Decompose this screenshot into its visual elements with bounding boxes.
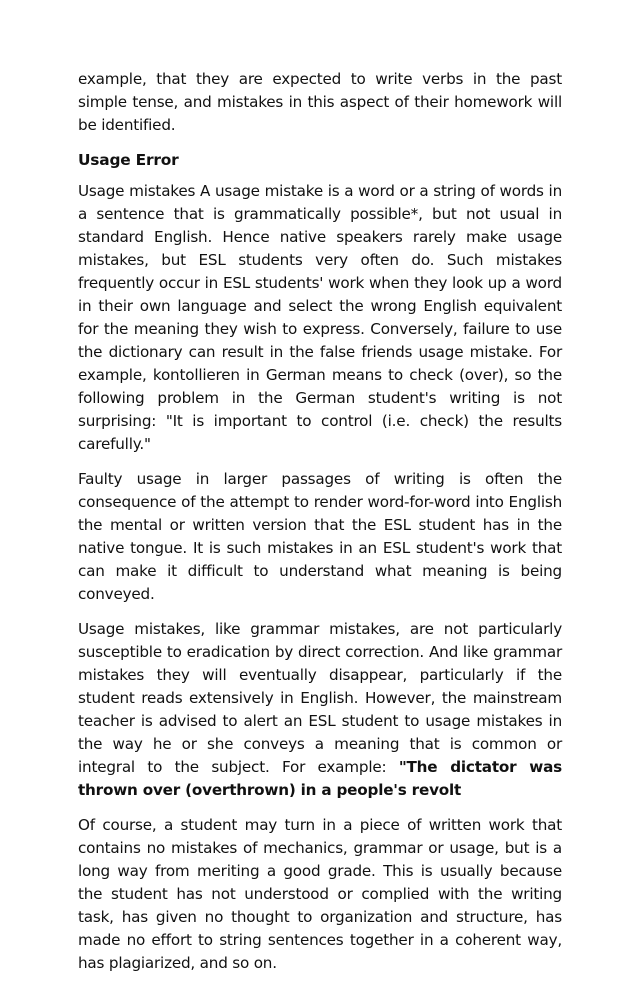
grading-paragraph: Of course, a student may turn in a piece of written work that contains no mistakes of mechanics, grammar or usage, but is a long way from meriting a good grade. This is usually because the student has not understood or complied with the writing task, has given no thought to organization and structure, has made no effort to string sentences together in a coherent way, has plagiarized, and so on.	[78, 816, 562, 972]
document-page	[78, 68, 562, 987]
section-heading: Usage Error	[78, 151, 179, 169]
correction-text: Usage mistakes, like grammar mistakes, are not particularly susceptible to eradication by direct correction. And like grammar mistakes they will eventually disappear, particularly if the student reads extensively in English. However, the mainstream teacher is advised to alert an ESL student to usage mistakes in the way he or she conveys a meaning that is common or integral to the subject. For example:	[78, 620, 562, 776]
faulty-usage-paragraph: Faulty usage in larger passages of writing is often the consequence of the attempt to render word-for-word into English the mental or written version that the ESL student has in the native tongue. It is such mistakes in an ESL student's work that can make it difficult to understand what meaning is being conveyed.	[78, 470, 562, 603]
usage-mistakes-paragraph: Usage mistakes A usage mistake is a word or a string of words in a sentence that is grammatically possible*, but not usual in standard English. Hence native speakers rarely make usage mistakes, but ESL students very often do. Such mistakes frequently occur in ESL students' work when they look up a word in their own language and select the wrong English equivalent for the meaning they wish to express. Conversely, failure to use the dictionary can result in the false friends usage mistake. For example, kontollieren in German means to check (over), so the following problem in the German student's writing is not surprising: "It is important to control (i.e. check) the results carefully."	[78, 182, 562, 453]
correction-paragraph	[78, 618, 562, 802]
intro-paragraph: example, that they are expected to write verbs in the past simple tense, and mistakes in this aspect of their homework will be identified.	[78, 70, 562, 134]
example-sentence: "The dictator was thrown over (overthrown) in a people's revolt	[78, 758, 563, 799]
